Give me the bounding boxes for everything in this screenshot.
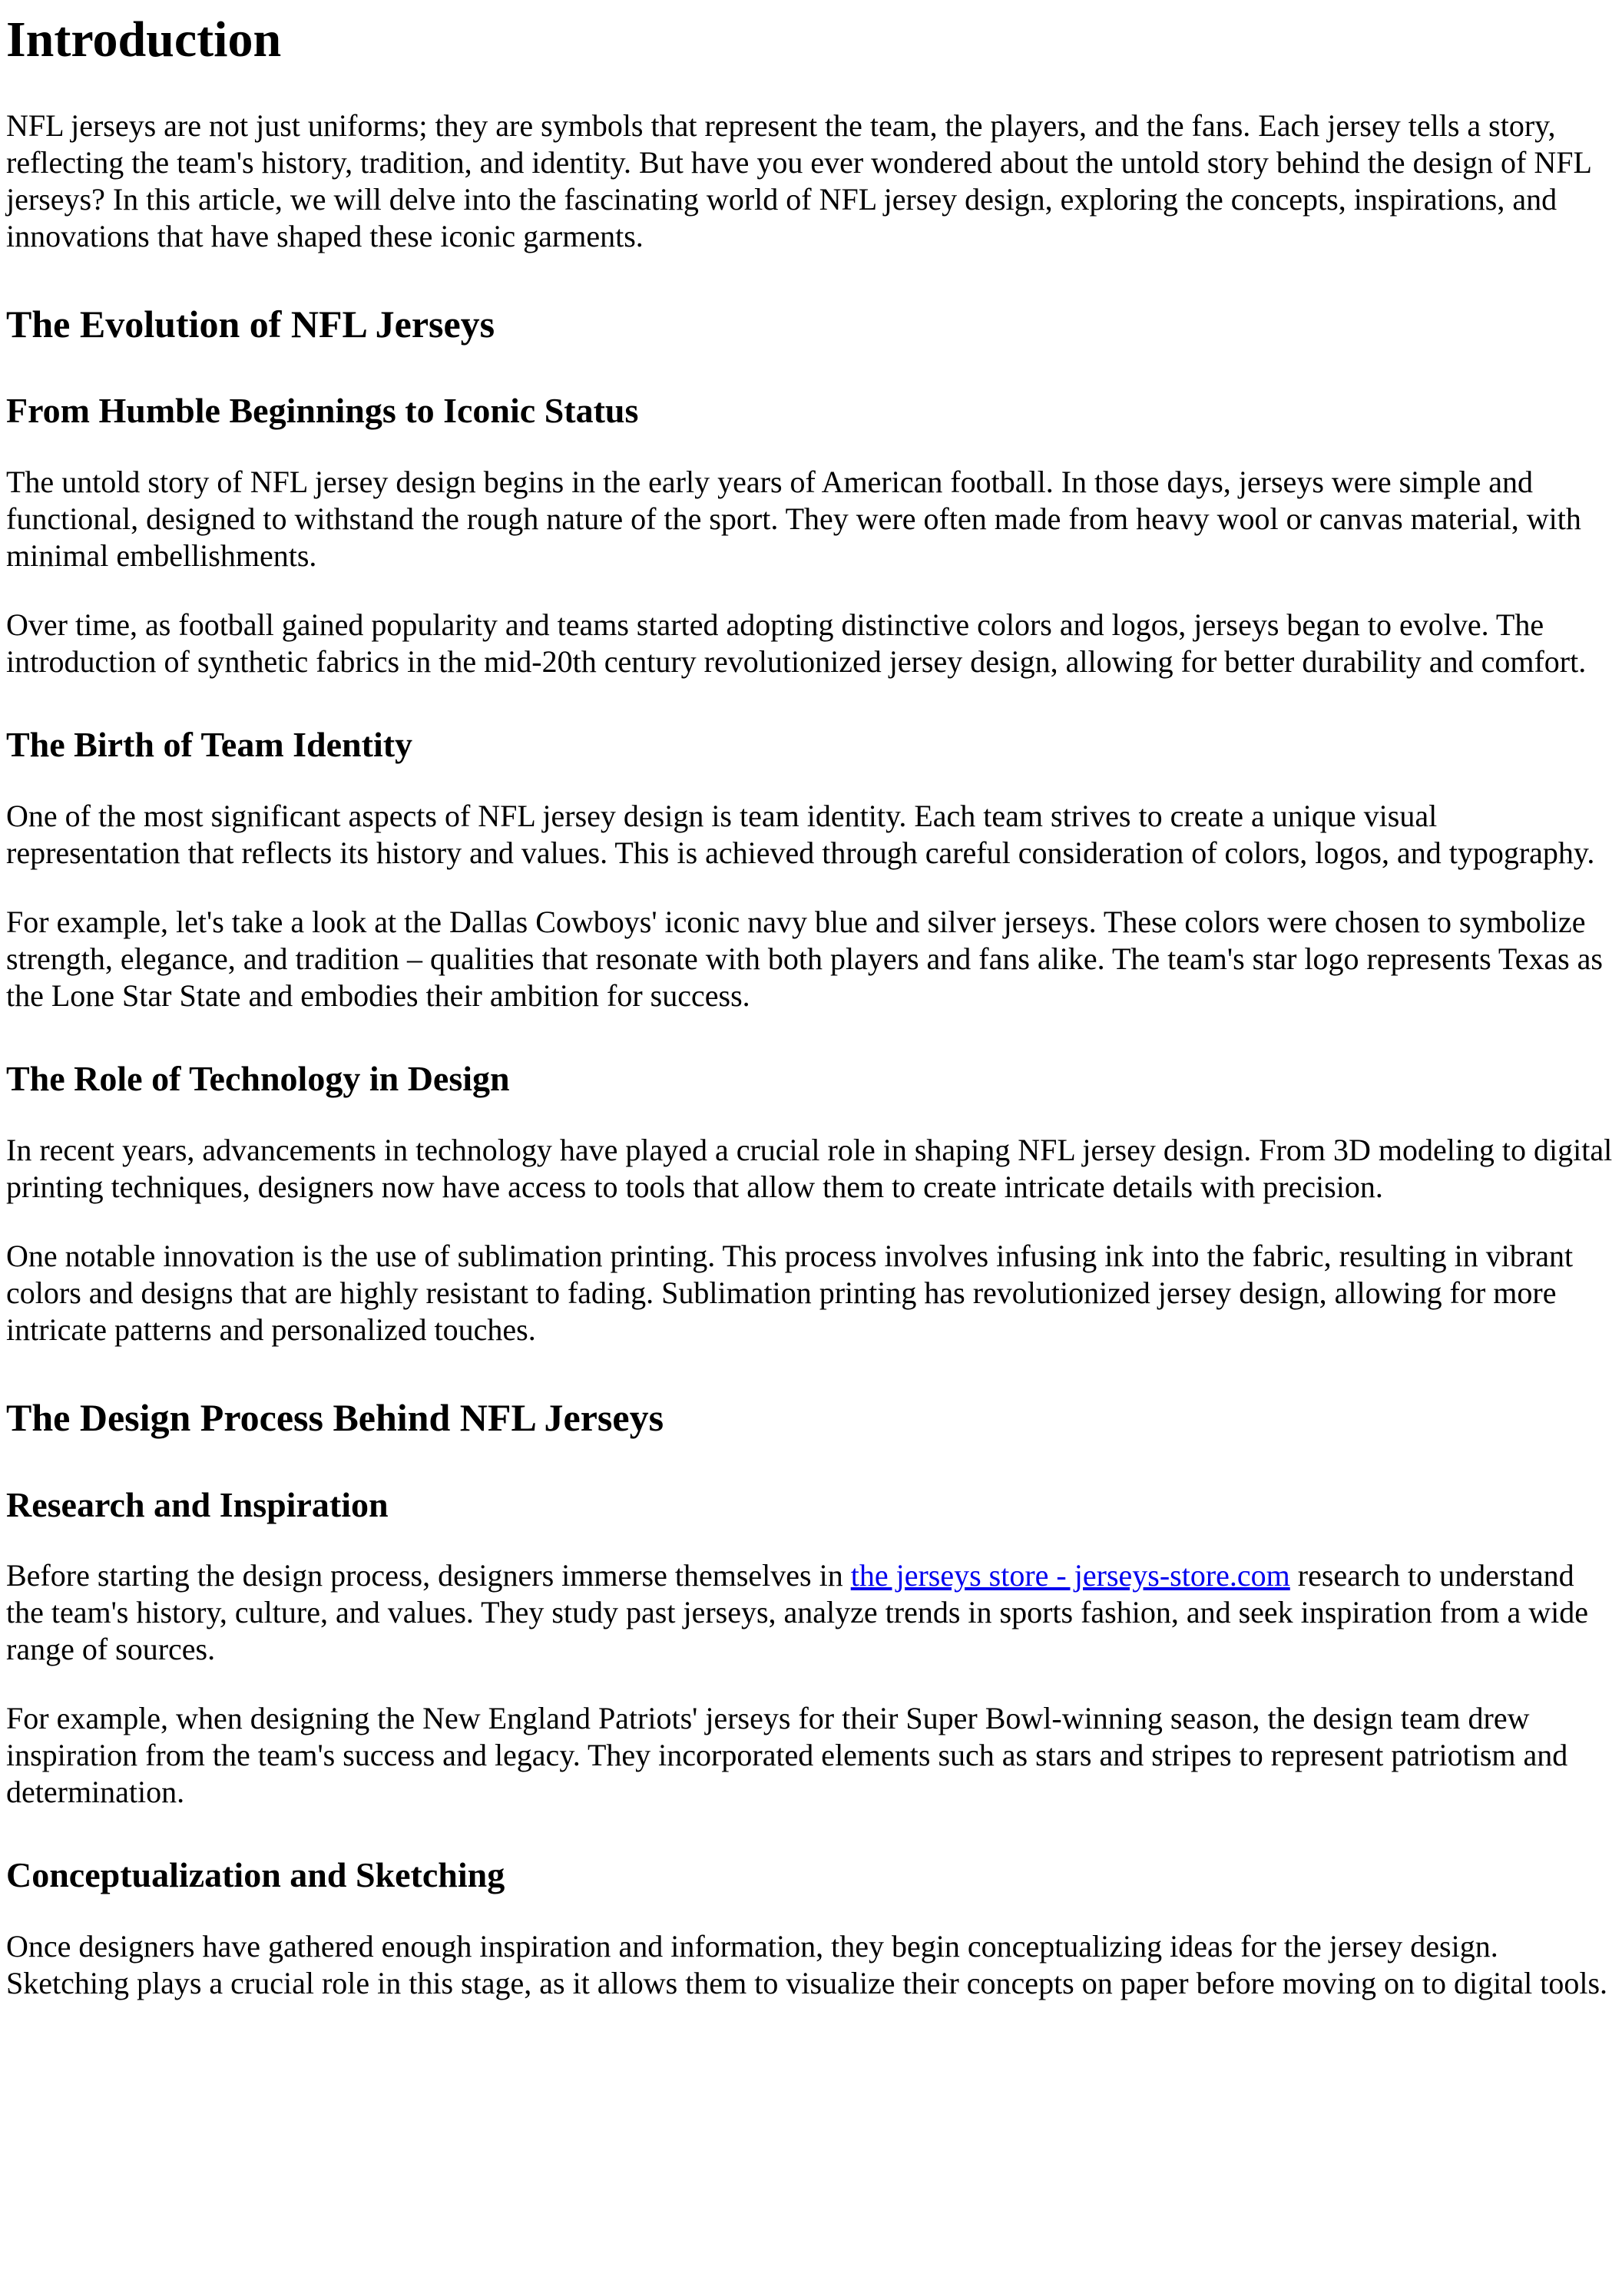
humble-beginnings-heading: From Humble Beginnings to Iconic Status [6,391,639,431]
research-paragraph-1-after-link: research to understand the team's history, culture, and values. They study past jerseys, analyze trends in sports fashion, and seek inspiration from a wide range of sources. [6,1558,1589,1667]
research-paragraph-1-before-link: Before starting the design process, designers immerse themselves in [6,1558,851,1593]
humble-beginnings-paragraph-2: Over time, as football gained popularity and teams started adopting distinctive colors and logos, jerseys began to evolve. The introduction of synthetic fabrics in the mid-20th century revolutionized jersey design, allowing for better durability and comfort. [6,607,1587,680]
team-identity-paragraph-2: For example, let's take a look at the Dallas Cowboys' iconic navy blue and silver jerseys. These colors were chosen to symbolize strength, elegance, and tradition – qualities that resonate with both players and fans alike. The team's star logo represents Texas as the Lone Star State and embodies their ambition for success. [6,905,1603,1014]
team-identity-heading: The Birth of Team Identity [6,725,413,765]
jerseys-store-link[interactable]: the jerseys store - jerseys-store.com [850,1558,1290,1593]
conceptualization-paragraph-1: Once designers have gathered enough inspiration and information, they begin conceptualizing ideas for the jersey design. Sketching plays a crucial role in this stage, as it allows them to visualize their concepts on paper before moving on to digital tools. [6,1929,1608,2001]
technology-heading: The Role of Technology in Design [6,1059,510,1099]
evolution-heading: The Evolution of NFL Jerseys [6,302,495,346]
intro-paragraph: NFL jerseys are not just uniforms; they are symbols that represent the team, the players, and the fans. Each jersey tells a story, reflecting the team's history, tradition, and identity. But have you ever wondered about the untold story behind the design of NFL jerseys? In this article, we will delve into the fascinating world of NFL jersey design, exploring the concepts, inspirations, and innovations that have shaped these iconic garments. [6,108,1591,253]
technology-paragraph-1: In recent years, advancements in technology have played a crucial role in shaping NFL jersey design. From 3D modeling to digital printing techniques, designers now have access to tools that allow them to create intricate details with precision. [6,1133,1613,1205]
conceptualization-heading: Conceptualization and Sketching [6,1855,505,1895]
team-identity-paragraph-1: One of the most significant aspects of NFL jersey design is team identity. Each team strives to create a unique visual representation that reflects its history and values. This is achieved through careful consideration of colors, logos, and typography. [6,799,1595,871]
design-process-heading: The Design Process Behind NFL Jerseys [6,1396,664,1440]
research-paragraph-1 [6,1557,1616,1668]
research-inspiration-heading: Research and Inspiration [6,1484,389,1524]
humble-beginnings-paragraph-1: The untold story of NFL jersey design begins in the early years of American football. In those days, jerseys were simple and functional, designed to withstand the rough nature of the sport. They were often made from heavy wool or canvas material, with minimal embellishments. [6,465,1581,574]
technology-paragraph-2: One notable innovation is the use of sublimation printing. This process involves infusing ink into the fabric, resulting in vibrant colors and designs that are highly resistant to fading. Sublimation printing has revolutionized jersey design, allowing for more intricate patterns and personalized touches. [6,1239,1574,1348]
intro-heading: Introduction [6,12,282,68]
research-paragraph-2: For example, when designing the New England Patriots' jerseys for their Super Bowl-winning season, the design team drew inspiration from the team's success and legacy. They incorporated elements such as stars and stripes to represent patriotism and determination. [6,1701,1568,1810]
